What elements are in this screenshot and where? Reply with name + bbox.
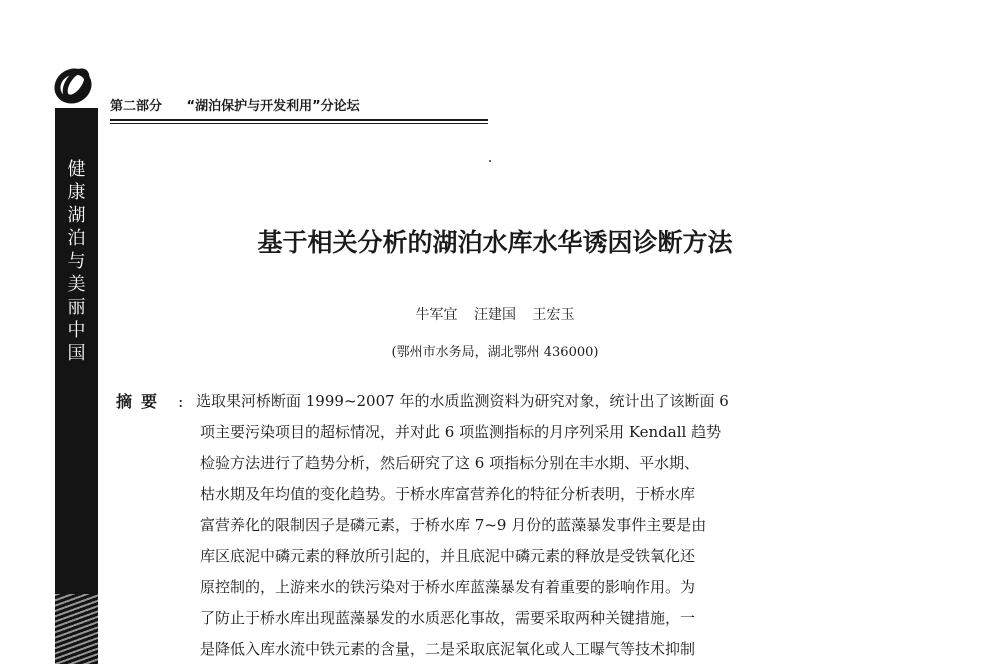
book-logo-icon [52, 62, 98, 108]
side-banner-char: 健 [67, 159, 86, 180]
abstract-label: 摘要 [116, 392, 167, 411]
abstract-line: 了防止于桥水库出现蓝藻暴发的水质恶化事故，需要采取两种关键措施，一 [200, 609, 696, 627]
abstract-line: 是降低入库水流中铁元素的含量，二是采取底泥氧化或人工曝气等技术抑制 [200, 640, 696, 658]
abstract-line: 选取果河桥断面 1999~2007 年的水质监测资料为研究对象，统计出了该断面 6 [196, 392, 729, 410]
paper-affiliation: (鄂州市水务局，湖北鄂州 436000) [391, 345, 599, 360]
paper-title: 基于相关分析的湖泊水库水华诱因诊断方法 [257, 228, 733, 257]
forum-label: “湖泊保护与开发利用”分论坛 [186, 99, 360, 114]
section-header [110, 96, 488, 118]
abstract-line: 检验方法进行了趋势分析，然后研究了这 6 项指标分别在丰水期、平水期、 [200, 454, 700, 472]
header-rule-thin [110, 123, 488, 124]
part-label: 第二部分 [110, 99, 163, 114]
abstract-line: 富营养化的限制因子是磷元素，于桥水库 7~9 月份的蓝藻暴发事件主要是由 [200, 516, 707, 534]
side-banner-char: 国 [67, 343, 86, 364]
abstract-line: 库区底泥中磷元素的释放所引起的，并且底泥中磷元素的释放是受铁氧化还 [200, 547, 696, 565]
abstract-line: 项主要污染项目的超标情况，并对此 6 项监测指标的月序列采用 Kendall 趋势 [200, 423, 722, 441]
header-rule [110, 119, 488, 121]
side-banner-char: 泊 [67, 228, 86, 249]
scan-speck [489, 160, 491, 162]
paper-authors: 牛军宜 汪建国 王宏玉 [415, 307, 575, 323]
abstract-line: 枯水期及年均值的变化趋势。于桥水库富营养化的特征分析表明，于桥水库 [200, 485, 696, 503]
side-banner-char: 湖 [67, 205, 86, 226]
side-banner-text [55, 158, 98, 365]
abstract-line: 原控制的，上游来水的铁污染对于桥水库蓝藻暴发有着重要的影响作用。为 [200, 578, 696, 596]
side-banner-char: 康 [67, 182, 86, 203]
side-banner-grain [55, 594, 98, 664]
side-banner-char: 中 [67, 320, 86, 341]
side-banner [55, 108, 98, 664]
side-banner-char: 与 [67, 251, 86, 272]
side-banner-char: 丽 [67, 297, 86, 318]
abstract-body [196, 388, 886, 664]
side-banner-char: 美 [67, 274, 86, 295]
abstract-colon: : [178, 392, 184, 411]
